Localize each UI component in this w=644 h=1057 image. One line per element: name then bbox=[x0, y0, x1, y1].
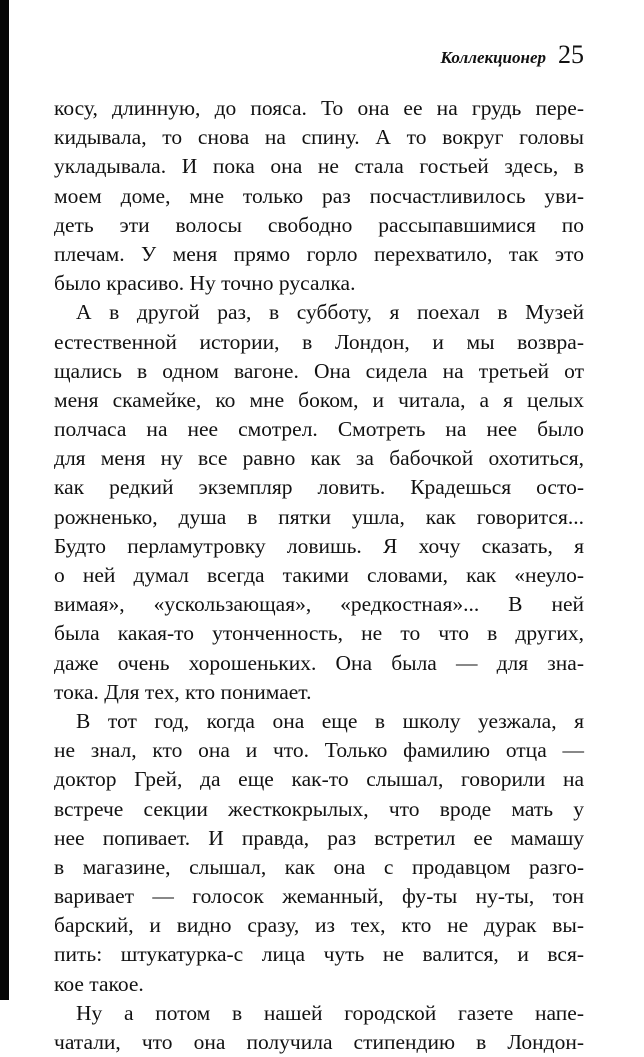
text-line: кидывала, то снова на спину. А то вокруг головы bbox=[54, 125, 584, 150]
text-line: В тот год, когда она еще в школу уезжала, я bbox=[76, 708, 584, 733]
text-line: тока. Для тех, кто понимает. bbox=[54, 679, 312, 704]
running-head bbox=[54, 30, 584, 80]
text-line: варивает — голосок жеманный, фу-ты ну-ты, тон bbox=[54, 884, 584, 909]
text-line: щались в одном вагоне. Она сидела на третьей от bbox=[54, 358, 584, 383]
text-line: естественной истории, в Лондон, и мы возвра- bbox=[54, 329, 584, 354]
text-line: плечам. У меня прямо горло перехватило, так это bbox=[54, 241, 584, 266]
text-line: пить: штукатурка-с лица чуть не валится, и вся- bbox=[54, 942, 584, 967]
paragraph-3 bbox=[54, 707, 584, 999]
text-line: барский, и видно сразу, из тех, кто не дурак вы- bbox=[54, 913, 584, 938]
text-line: косу, длинную, до пояса. То она ее на грудь пере- bbox=[54, 96, 584, 120]
page-number: 25 bbox=[558, 40, 584, 69]
text-line: Ну а потом в нашей городской газете напе- bbox=[76, 1000, 584, 1025]
text-line: Будто перламутровку ловишь. Я хочу сказать, я bbox=[54, 533, 584, 558]
text-line: нее попивает. И правда, раз встретил ее мамашу bbox=[54, 825, 584, 850]
text-line: для меня ну все равно как за бабочкой охотиться, bbox=[54, 446, 584, 471]
text-line: А в другой раз, в субботу, я поехал в Музей bbox=[76, 300, 584, 325]
text-line: доктор Грей, да еще как-то слышал, говорили на bbox=[54, 767, 584, 792]
text-line: даже очень хорошеньких. Она была — для зна- bbox=[54, 650, 584, 675]
running-title: Коллекционер bbox=[440, 48, 546, 67]
text-line: полчаса на нее смотрел. Смотреть на нее было bbox=[54, 417, 584, 442]
paragraph-1 bbox=[54, 94, 584, 298]
text-line: меня скамейке, ко мне боком, и читала, а я целых bbox=[54, 387, 584, 412]
text-line: рожненько, душа в пятки ушла, как говорится... bbox=[54, 504, 584, 529]
paragraph-2 bbox=[54, 298, 584, 707]
text-line: чатали, что она получила стипендию в Лондон- bbox=[54, 1030, 584, 1054]
text-line: было красиво. Ну точно русалка. bbox=[54, 271, 356, 296]
text-line: не знал, кто она и что. Только фамилию отца — bbox=[54, 738, 584, 763]
page-edge-shadow bbox=[0, 0, 9, 1000]
text-line: укладывала. И пока она не стала гостьей здесь, в bbox=[54, 154, 584, 179]
text-line: как редкий экземпляр ловить. Крадешься осто- bbox=[54, 475, 584, 500]
text-line: кое такое. bbox=[54, 971, 144, 996]
text-line: в магазине, слышал, как она с продавцом разго- bbox=[54, 854, 584, 879]
text-line: встрече секции жесткокрылых, что вроде мать у bbox=[54, 796, 584, 821]
text-line: о ней думал всегда такими словами, как «неуло- bbox=[54, 563, 584, 587]
text-line: вимая», «ускользающая», «редкостная»... В ней bbox=[54, 592, 584, 617]
paragraph-4 bbox=[54, 999, 584, 1057]
text-line: моем доме, мне только раз посчастливилось уви- bbox=[54, 183, 584, 208]
text-line: деть эти волосы свободно рассыпавшимися по bbox=[54, 212, 584, 237]
text-line: была какая-то утонченность, не то что в других, bbox=[54, 621, 584, 646]
book-page bbox=[54, 30, 584, 1057]
